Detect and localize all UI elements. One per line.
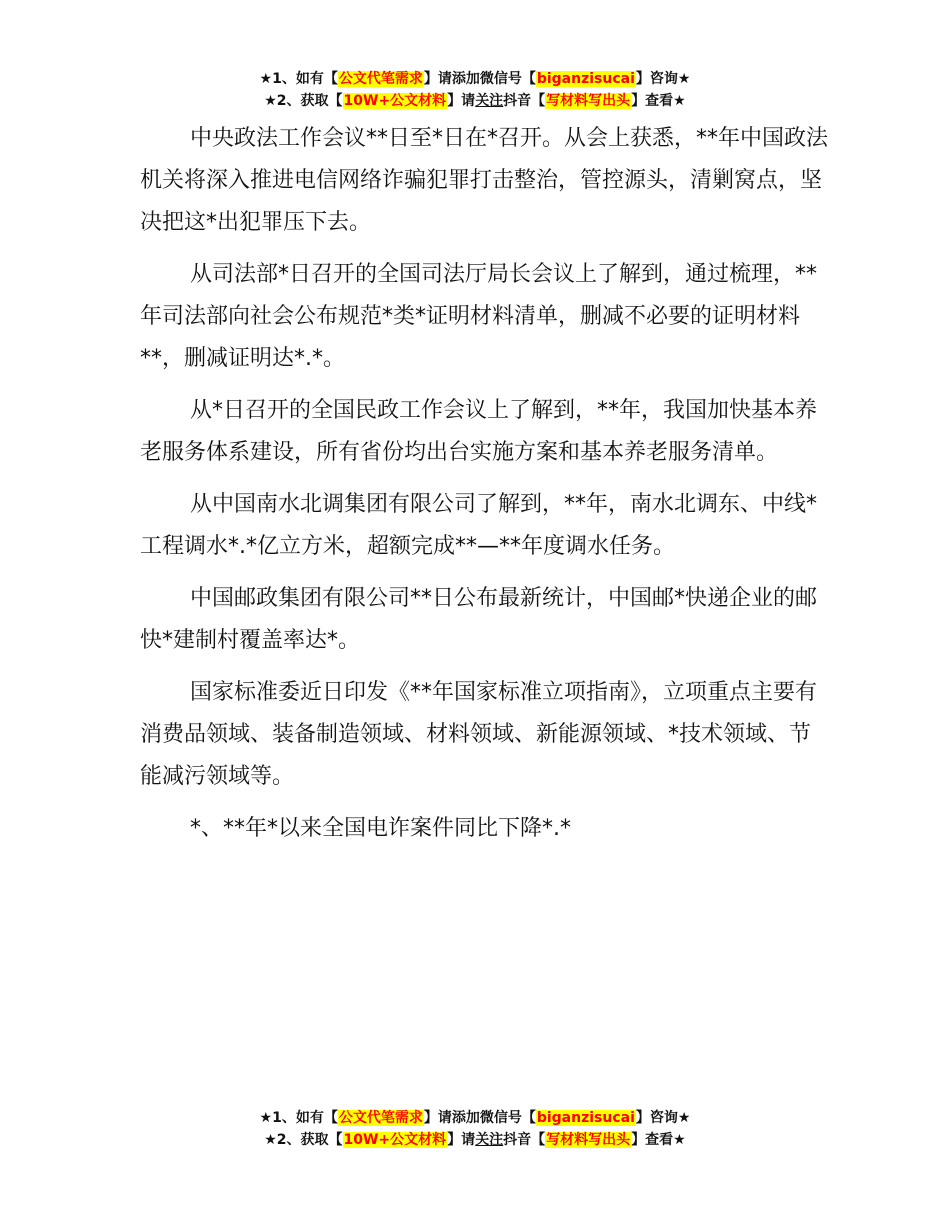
banner-text: 抖音【 xyxy=(503,1132,546,1148)
paragraph: 从司法部*日召开的全国司法厅局长会议上了解到，通过梳理，**年司法部向社会公布规范*类*证明材料清单，删减不必要的证明材料**，删减证明达*.*。 xyxy=(140,262,818,371)
banner-text: 微信号【 xyxy=(479,71,536,87)
banner-wechat-id: biganzisucai xyxy=(536,71,635,87)
banner-text: 抖音【 xyxy=(503,93,546,109)
banner-text: 】查看★ xyxy=(631,93,686,109)
banner-text: 】请添 xyxy=(423,1110,466,1126)
paragraph: 中国邮政集团有限公司**日公布最新统计，中国邮*快递企业的邮快*建制村覆盖率达*。 xyxy=(140,586,818,653)
banner-text: 】请 xyxy=(447,93,476,109)
banner-text: ★2、获取【 xyxy=(264,1132,343,1148)
banner-text: 加 xyxy=(465,1110,480,1126)
banner-text: 关注 xyxy=(475,93,504,109)
banner-text: ★1、如有【 xyxy=(259,1110,338,1126)
footer-banner xyxy=(0,1107,950,1151)
banner-line-2 xyxy=(0,90,950,112)
paragraph: *、**年*以来全国电诈案件同比下降*.* xyxy=(190,816,571,841)
banner-highlight: 公文代笔需求 xyxy=(338,71,423,87)
banner-highlight: 写材料写出头 xyxy=(546,1132,631,1148)
banner-text: 】请 xyxy=(447,1132,476,1148)
banner-text: ★2、获取【 xyxy=(264,93,343,109)
banner-highlight: 写材料写出头 xyxy=(546,93,631,109)
banner-text: 】咨询★ xyxy=(635,1110,691,1126)
paragraph: 国家标准委近日印发《**年国家标准立项指南》，立项重点主要有消费品领域、装备制造领域、材料领域、新能源领域、*技术领域、节能减污领域等。 xyxy=(140,680,818,789)
banner-text: 】咨询★ xyxy=(635,71,691,87)
header-banner xyxy=(0,68,950,112)
banner-highlight: 10W+公文材料 xyxy=(343,93,447,109)
document-body xyxy=(140,118,830,860)
banner-text: 】查看★ xyxy=(631,1132,686,1148)
banner-text: 加 xyxy=(465,71,480,87)
banner-text: ★1、如有【 xyxy=(259,71,338,87)
banner-text: 】请添 xyxy=(423,71,466,87)
banner-highlight: 10W+公文材料 xyxy=(343,1132,447,1148)
banner-line-2 xyxy=(0,1129,950,1151)
banner-text: 关注 xyxy=(475,1132,504,1148)
banner-wechat-id: biganzisucai xyxy=(536,1110,635,1126)
banner-text: 微信号【 xyxy=(479,1110,536,1126)
banner-line-1 xyxy=(0,68,950,90)
paragraph: 从*日召开的全国民政工作会议上了解到，**年，我国加快基本养老服务体系建设，所有省份均出台实施方案和基本养老服务清单。 xyxy=(140,398,818,465)
banner-highlight: 公文代笔需求 xyxy=(338,1110,423,1126)
paragraph: 中央政法工作会议**日至*日在*召开。从会上获悉，**年中国政法机关将深入推进电信网络诈骗犯罪打击整治，管控源头，清剿窝点，坚决把这*出犯罪压下去。 xyxy=(140,126,829,235)
paragraph: 从中国南水北调集团有限公司了解到，**年，南水北调东、中线*工程调水*.*亿立方米，超额完成**—**年度调水任务。 xyxy=(140,492,818,559)
banner-line-1 xyxy=(0,1107,950,1129)
